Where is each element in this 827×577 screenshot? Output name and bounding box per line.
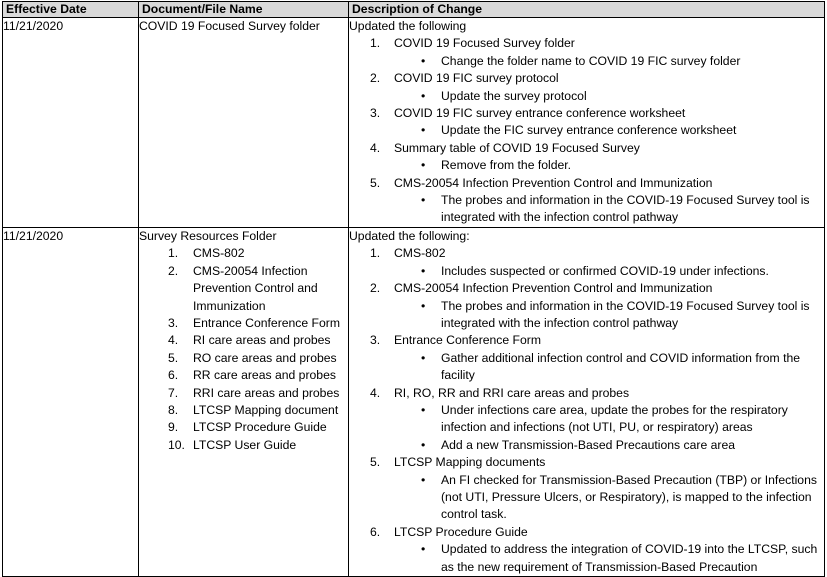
change-item <box>349 175 824 227</box>
bullet-icon: • <box>421 263 426 278</box>
item-text: RI, RO, RR and RRI care areas and probes <box>394 385 630 400</box>
item-text: Summary table of COVID 19 Focused Survey <box>394 140 640 155</box>
change-log-table <box>2 1 825 577</box>
document-list <box>139 245 348 454</box>
sub-item: • Includes suspected or confirmed COVID-19 under infections. <box>349 263 824 280</box>
sub-item: • Remove from the folder. <box>349 157 824 174</box>
document-list-item: 2. CMS-20054 Infection Prevention Control and Immunization <box>168 263 318 313</box>
change-item <box>349 332 824 384</box>
change-item <box>349 524 824 576</box>
item-number: 1. <box>370 36 381 51</box>
table-row <box>3 18 825 228</box>
table-row <box>3 227 825 576</box>
item-number: 6. <box>370 524 381 539</box>
effective-date-cell: 11/21/2020 <box>3 18 139 228</box>
document-list-item: 6. RR care areas and probes <box>168 368 336 383</box>
description-cell <box>349 227 825 576</box>
bullet-icon: • <box>421 350 426 365</box>
item-number: 4. <box>370 385 381 400</box>
document-list-item: 4. RI care areas and probes <box>168 333 331 348</box>
item-text: Entrance Conference Form <box>394 333 541 348</box>
item-number: 3. <box>370 333 381 348</box>
bullet-icon: • <box>421 88 426 103</box>
document-name-cell <box>139 227 349 576</box>
item-text: LTCSP Procedure Guide <box>394 524 528 539</box>
bullet-icon: • <box>421 158 426 173</box>
sub-item: • Update the FIC survey entrance conference worksheet <box>349 122 824 139</box>
item-number: 3. <box>370 106 381 121</box>
sub-item: • Add a new Transmission-Based Precautions care area <box>349 437 824 454</box>
document-name-cell: COVID 19 Focused Survey folder <box>139 18 349 228</box>
change-item <box>349 280 824 332</box>
item-text: COVID 19 FIC survey entrance conference worksheet <box>394 106 686 121</box>
sub-item: • Under infections care area, update the probes for the respiratory infection and infections (not UTI, PU, or respiratory) areas <box>421 402 788 435</box>
effective-date-cell: 11/21/2020 <box>3 227 139 576</box>
bullet-icon: • <box>421 123 426 138</box>
document-list-item: 3. Entrance Conference Form <box>168 315 340 330</box>
sub-item: • Change the folder name to COVID 19 FIC survey folder <box>349 53 824 70</box>
bullet-icon: • <box>421 298 426 313</box>
bullet-icon: • <box>421 542 426 557</box>
change-item <box>349 245 824 280</box>
item-number: 2. <box>370 71 381 86</box>
sub-item: • The probes and information in the COVID-19 Focused Survey tool is integrated with the infection control pathway <box>421 193 810 225</box>
document-folder-title: Survey Resources Folder <box>139 228 277 243</box>
change-item <box>349 105 824 140</box>
item-text: CMS-20054 Infection Prevention Control and Immunization <box>394 175 713 190</box>
change-item <box>349 140 824 175</box>
change-item <box>349 35 824 70</box>
item-text: COVID 19 FIC survey protocol <box>394 71 559 86</box>
bullet-icon: • <box>421 53 426 68</box>
header-description-of-change: Description of Change <box>349 2 825 18</box>
document-list-item: 1. CMS-802 <box>168 246 245 261</box>
item-number: 2. <box>370 281 381 296</box>
change-item <box>349 70 824 105</box>
bullet-icon: • <box>421 437 426 452</box>
sub-item: • Updated to address the integration of COVID-19 into the LTCSP, such as the new requirement of Transmission-Based Precaution <box>421 542 818 574</box>
table-header-row <box>3 2 825 18</box>
item-text: COVID 19 Focused Survey folder <box>394 36 575 51</box>
item-text: LTCSP Mapping documents <box>394 455 546 470</box>
sub-item: • The probes and information in the COVID-19 Focused Survey tool is integrated with the infection control pathway <box>421 298 810 330</box>
item-number: 1. <box>370 246 381 261</box>
document-list-item: 10. LTCSP User Guide <box>168 437 297 452</box>
item-text: CMS-20054 Infection Prevention Control and Immunization <box>394 281 713 296</box>
bullet-icon: • <box>421 193 426 208</box>
item-text: CMS-802 <box>394 246 446 261</box>
item-number: 5. <box>370 455 381 470</box>
item-number: 5. <box>370 175 381 190</box>
header-document-file-name: Document/File Name <box>139 2 349 18</box>
bullet-icon: • <box>421 402 426 417</box>
change-item <box>349 385 824 455</box>
document-list-item: 8. LTCSP Mapping document <box>168 402 339 417</box>
document-list-item: 5. RO care areas and probes <box>168 350 337 365</box>
header-effective-date: Effective Date <box>3 2 139 18</box>
sub-item: • An FI checked for Transmission-Based Precaution (TBP) or Infections (not UTI, Pressure Ulcers, or Respiratory), is mapped to the infection control task. <box>421 472 817 522</box>
sub-item: • Update the survey protocol <box>349 88 824 105</box>
bullet-icon: • <box>421 472 426 487</box>
change-list <box>349 35 824 226</box>
item-number: 4. <box>370 140 381 155</box>
document-list-item: 7. RRI care areas and probes <box>168 385 340 400</box>
description-intro: Updated the following: <box>349 228 470 243</box>
description-cell <box>349 18 825 228</box>
document-list-item: 9. LTCSP Procedure Guide <box>168 420 327 435</box>
sub-item: • Gather additional infection control and COVID information from the facility <box>421 350 801 383</box>
change-item <box>349 454 824 524</box>
description-intro: Updated the following <box>349 19 467 33</box>
change-list <box>349 245 824 576</box>
